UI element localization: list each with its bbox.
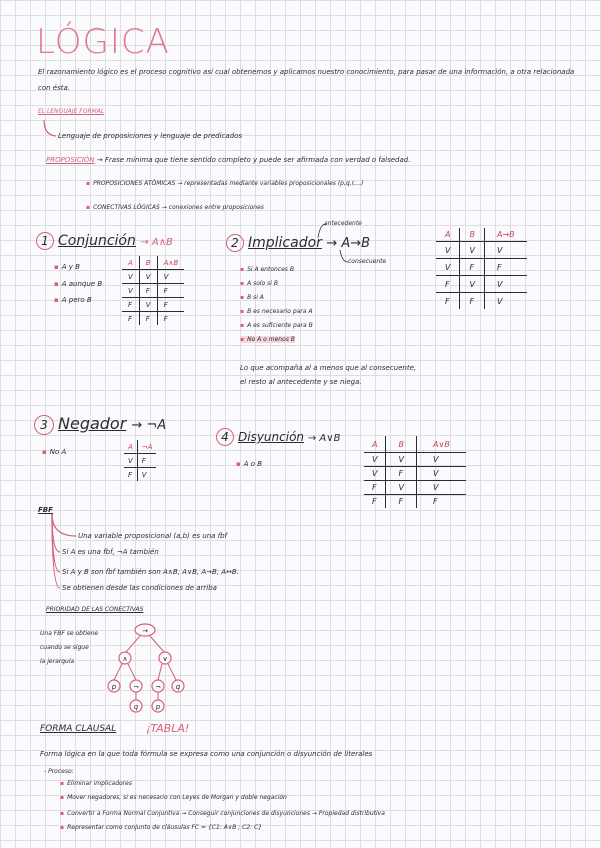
syntax-tree-edges <box>114 636 176 700</box>
fbf-line-2: Si A es una fbf, ¬A también <box>62 548 159 556</box>
negador-symbol: → ¬A <box>131 418 167 433</box>
intro-line-2: con ésta. <box>38 84 71 92</box>
implicador-item: ▪ A solo si B <box>240 280 278 287</box>
fbf-line-3: Si A y B son fbf también son A∧B, A∨B, A→B, A↔B. <box>62 568 239 576</box>
fbf-line-4: Se obtienen desde las condiciones de arriba <box>62 584 217 592</box>
tree-node: ¬ <box>155 683 161 691</box>
conjuncion-truth-table: A B A∧B V V V V F F F V F F F F <box>122 256 184 325</box>
negador-name: Negador <box>58 414 127 433</box>
proceso-step: ▪ Representar como conjunto de cláusulas FC = {C1: A∨B ; C2: C} <box>60 824 262 831</box>
proceso-label: - Proceso: <box>44 768 74 775</box>
forma-clausal-def: Forma lógica en la que toda fórmula se expresa como una conjunción o disyunción de literales <box>40 750 373 758</box>
tree-node: q <box>175 683 181 691</box>
fbf-heading: FBF <box>38 506 53 514</box>
arrow-icon <box>318 224 326 238</box>
disyuncion-name: Disyunción <box>238 430 305 444</box>
intro-line-1: El razonamiento lógico es el proceso cognitivo así cual obtenemos y aplicamos nuestro conocimiento, para pasar de una información, a otra relacionada <box>38 68 575 76</box>
conjuncion-item: ▪ A aunque B <box>54 280 102 288</box>
implicador-symbol: → A→B <box>326 236 371 251</box>
tree-root: → <box>142 627 148 635</box>
proceso-step: ▪ Mover negadores, si es necesario con Leyes de Morgan y doble negación <box>60 794 287 801</box>
atomicas-text: ▪ PROPOSICIONES ATÓMICAS → representadas mediante variables proposicionales (p,q,r,...) <box>86 180 364 187</box>
arrow-icon <box>340 250 348 262</box>
implicador-item: ▪ B si A <box>240 294 264 301</box>
conjuncion-item: ▪ A y B <box>54 263 80 271</box>
proposicion-text: → Frase mínima que tiene sentido completo y puede ser afirmada con verdad o falsedad. <box>96 156 411 164</box>
conectivas-text: ▪ CONECTIVAS LÓGICAS → conexiones entre proposiciones <box>86 204 264 211</box>
implicador-truth-table: A B A→B V V V V F F F V V F F V <box>436 228 527 309</box>
disyuncion-symbol: → A∨B <box>307 433 341 444</box>
arrow-icon <box>52 514 60 588</box>
proceso-step: ▪ Eliminar implicadores <box>60 780 132 787</box>
implicador-item: ▪ Si A entonces B <box>240 266 294 273</box>
page-title: LÓGICA <box>36 22 170 62</box>
tree-node: p <box>155 703 161 711</box>
negador-item: ▪ No A <box>42 448 66 456</box>
tree-node: q <box>133 703 139 711</box>
disyuncion-number: 4 <box>216 428 234 446</box>
prioridad-text-1: Una FBF se obtiene <box>40 630 99 637</box>
tabla-tag: ¡TABLA! <box>146 722 190 735</box>
conjuncion-symbol: → A∧B <box>140 237 173 248</box>
antecedente-label: antecedente <box>324 220 362 227</box>
prioridad-heading: PRIORIDAD DE LAS CONECTIVAS <box>46 606 144 613</box>
negador-number: 3 <box>34 415 54 435</box>
conjuncion-item: ▪ A pero B <box>54 296 92 304</box>
arrow-icon <box>52 514 76 536</box>
implicador-note-2: el resto al antecedente y se niega. <box>240 378 362 386</box>
tree-node: ∧ <box>122 655 128 663</box>
implicador-item: ▪ B es necesario para A <box>240 308 312 315</box>
implicador-name: Implicador <box>248 235 322 251</box>
disyuncion-item: ▪ A o B <box>236 460 262 468</box>
conjuncion-number: 1 <box>36 232 54 250</box>
forma-clausal-heading: FORMA CLAUSAL <box>40 724 117 734</box>
implicador-number: 2 <box>226 234 244 252</box>
conjuncion-name: Conjunción <box>58 233 136 249</box>
proposicion-label: PROPOSICIÓN <box>46 156 95 164</box>
tree-node: ¬ <box>133 683 139 691</box>
proceso-step: ▪ Convertir a Forma Normal Conjuntiva → Conseguir conjunciones de disyunciones → Propiedad distributiva <box>60 810 385 817</box>
tree-node: ∨ <box>162 655 168 663</box>
disyuncion-truth-table: A B A∨B V V V V F V F V V F F F <box>364 436 466 508</box>
implicador-item-highlight: ▪ No A o menos B <box>240 336 295 343</box>
negador-truth-table: A ¬A V F F V <box>124 440 156 481</box>
consecuente-label: consecuente <box>348 258 387 265</box>
lenguaje-heading: EL LENGUAJE FORMAL <box>38 108 105 115</box>
prioridad-text-2: cuando se sigue <box>40 644 89 651</box>
arrow-icon <box>44 120 56 136</box>
tree-node: p <box>111 683 117 691</box>
prioridad-text-3: la jerarquía <box>40 658 75 665</box>
implicador-item: ▪ A es suficiente para B <box>240 322 313 329</box>
fbf-line-1: Una variable proposicional (a,b) es una fbf <box>78 532 228 540</box>
lenguaje-line: Lenguaje de proposiciones y lenguaje de predicados <box>58 132 243 140</box>
implicador-note-1: Lo que acompaña al a menos que al consecuente, <box>240 364 417 372</box>
syntax-tree-nodes <box>108 624 184 712</box>
